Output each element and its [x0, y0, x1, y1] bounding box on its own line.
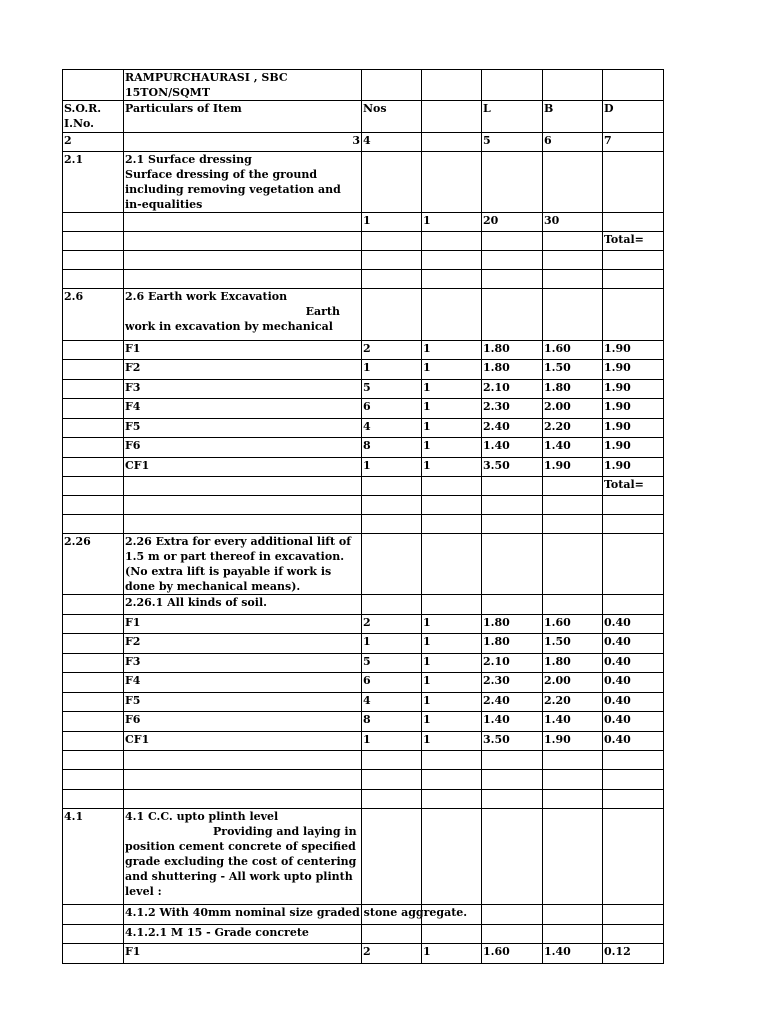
blank-row: [63, 251, 664, 270]
table-row: F1 2 1 1.80 1.60 1.90: [63, 341, 664, 360]
table-row: F3 5 1 2.10 1.80 0.40: [63, 654, 664, 673]
header-particulars: Particulars of Item: [124, 101, 362, 133]
sno-2-26: 2.26: [63, 534, 124, 595]
table-row: F6 8 1 1.40 1.40 1.90: [63, 438, 664, 458]
blank-row: [63, 270, 664, 289]
measurement-sheet-table: [62, 69, 664, 964]
blank-row: [63, 515, 664, 534]
desc-4-1: position cement concrete of specified grade excluding the cost of centering and shuttering - All work upto plinth level :: [125, 840, 357, 898]
header-l: L: [482, 101, 543, 133]
sno-2-1: 2.1: [63, 152, 124, 213]
sno-2-6: 2.6: [63, 289, 124, 341]
title-row: [63, 70, 664, 101]
total-row: [63, 232, 664, 251]
table-row: F2 1 1 1.80 1.50 0.40: [63, 634, 664, 654]
sub-4-1-2: 4.1.2 With 40mm nominal size graded stone aggregate.: [124, 905, 362, 925]
subheading-row: [63, 595, 664, 615]
colnum-6: 7: [603, 133, 664, 152]
colnum-5: 6: [543, 133, 603, 152]
header-row: [63, 101, 664, 133]
table-row: F1 2 1 1.80 1.60 0.40: [63, 615, 664, 634]
particulars-2-1: [124, 152, 362, 213]
colnum-1: 2: [63, 133, 124, 152]
section-2-26-heading: [63, 534, 664, 595]
total-label: Total=: [603, 232, 664, 251]
subheading-row: [63, 925, 664, 944]
blank-row: [63, 770, 664, 790]
table-row: F6 8 1 1.40 1.40 0.40: [63, 712, 664, 732]
table-row: F3 5 1 2.10 1.80 1.90: [63, 380, 664, 399]
header-nos: Nos: [362, 101, 422, 133]
section-4-1-heading: [63, 809, 664, 905]
total-label: Total=: [603, 477, 664, 496]
table-row: F4 6 1 2.30 2.00 1.90: [63, 399, 664, 419]
sheet-title: RAMPURCHAURASI , SBC 15TON/SQMT: [124, 70, 362, 101]
blank-row: [63, 751, 664, 770]
colnum-4: 5: [482, 133, 543, 152]
particulars-4-1: 4.1 C.C. upto plinth level Providing and laying in position cement concrete of specified grade excluding the cost of centering and shuttering - All work upto plinth level :: [124, 809, 362, 905]
header-d: D: [603, 101, 664, 133]
colnum-3: 4: [362, 133, 422, 152]
sub-4-1-2-1: 4.1.2.1 M 15 - Grade concrete: [124, 925, 362, 944]
subheading-row: [63, 905, 664, 925]
section-2-6-heading: [63, 289, 664, 341]
sno-4-1: 4.1: [63, 809, 124, 905]
title-2-6: 2.6 Earth work Excavation: [125, 290, 288, 303]
title-2-1: 2.1 Surface dressing: [125, 153, 252, 166]
desc-2-1: Surface dressing of the ground including removing vegetation and in-equalities: [125, 168, 341, 211]
table-row: 1 1 20 30: [63, 213, 664, 232]
table-row: F5 4 1 2.40 2.20 1.90: [63, 419, 664, 438]
table-row: CF1 1 1 3.50 1.90 1.90: [63, 458, 664, 477]
desc-2-6: work in excavation by mechanical: [125, 320, 333, 333]
desc-2-26: 2.26 Extra for every additional lift of 1.5 m or part thereof in excavation. (No extra lift is payable if work is done by mechanical means).: [125, 535, 351, 593]
header-sno: S.O.R. I.No.: [63, 101, 124, 133]
table-row: CF1 1 1 3.50 1.90 0.40: [63, 732, 664, 751]
column-number-row: [63, 133, 664, 152]
blank-row: [63, 790, 664, 809]
title-4-1: 4.1 C.C. upto plinth level: [125, 810, 279, 823]
table-row: F2 1 1 1.80 1.50 1.90: [63, 360, 664, 380]
particulars-2-6: 2.6 Earth work Excavation Earth work in excavation by mechanical: [124, 289, 362, 341]
sub-2-26-1: 2.26.1 All kinds of soil.: [124, 595, 362, 615]
section-2-1-heading: [63, 152, 664, 213]
total-row: [63, 477, 664, 496]
table-row: F5 4 1 2.40 2.20 0.40: [63, 693, 664, 712]
table-row: F4 6 1 2.30 2.00 0.40: [63, 673, 664, 693]
blank-row: [63, 496, 664, 515]
header-b: B: [543, 101, 603, 133]
particulars-2-26: [124, 534, 362, 595]
colnum-2: 3: [124, 133, 362, 152]
table-row: F1 2 1 1.60 1.40 0.12: [63, 944, 664, 964]
